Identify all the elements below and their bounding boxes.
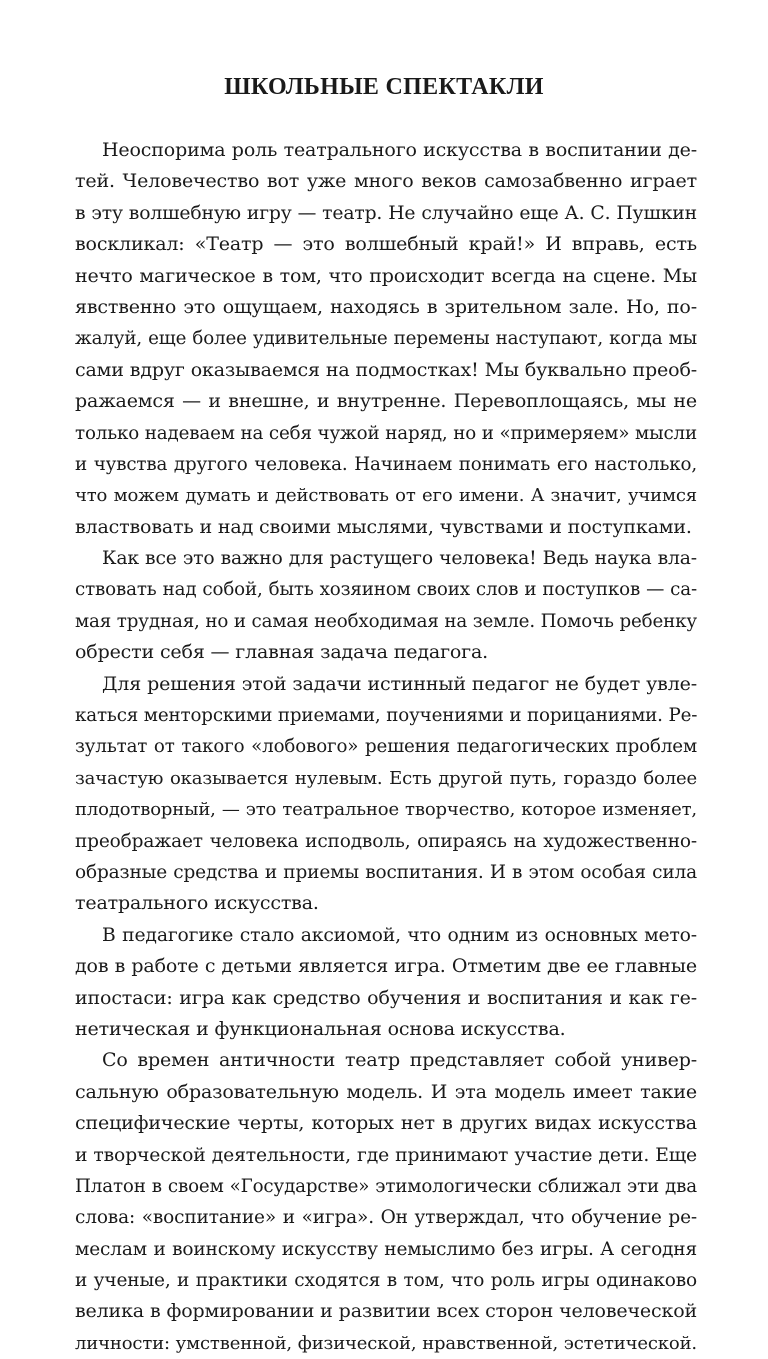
- text-line: образные средства и приемы воспитания. И в этом особая сила: [75, 861, 697, 883]
- text-line: личности: умственной, физической, нравственной, эстетической.: [75, 1332, 697, 1354]
- text-line: воскликал: «Театр — это волшебный край!» И вправь, есть: [75, 233, 697, 256]
- text-line: явственно это ощущаем, находясь в зрительном зале. Но, по-: [75, 295, 697, 318]
- text-line: тей. Человечество вот уже много веков самозабвенно играет: [75, 170, 697, 193]
- paragraph-5: [75, 1045, 697, 1359]
- text-line: Неоспорима роль театрального искусства в воспитании де-: [102, 139, 697, 161]
- body-text: [75, 135, 697, 1359]
- paragraph-3: [75, 669, 697, 920]
- text-line: ражаемся — и внешне, и внутренне. Перевоплощаясь, мы не: [75, 390, 697, 413]
- text-line: Для решения этой задачи истинный педагог не будет увле-: [102, 672, 697, 695]
- text-line: театрального искусства.: [75, 892, 319, 915]
- paragraph-1: [75, 135, 697, 543]
- text-line: велика в формировании и развитии всех сторон человеческой: [75, 1300, 697, 1323]
- text-line: специфические черты, которых нет в других видах искусства: [75, 1112, 697, 1135]
- text-line: и чувства другого человека. Начинаем понимать его настолько,: [75, 453, 697, 475]
- text-line: в эту волшебную игру — театр. Не случайно еще А. С. Пушкин: [75, 202, 697, 224]
- text-line: что можем думать и действовать от его имени. А значит, учимся: [75, 485, 697, 507]
- text-line: нетическая и функциональная основа искусства.: [75, 1017, 566, 1040]
- text-line: зультат от такого «лобового» решения педагогических проблем: [75, 736, 697, 758]
- text-line: ствовать над собой, быть хозяином своих слов и поступков — са-: [75, 579, 697, 601]
- text-line: ипостаси: игра как средство обучения и воспитания и как ге-: [75, 986, 697, 1009]
- text-line: сальную образовательную модель. И эта модель имеет такие: [75, 1080, 697, 1103]
- text-line: жалуй, еще более удивительные перемены наступают, когда мы: [75, 328, 697, 350]
- text-line: и ученые, и практики сходятся в том, что роль игры одинаково: [75, 1270, 697, 1292]
- text-line: Со времен античности театр представляет собой универ-: [102, 1049, 697, 1072]
- text-line: и творческой деятельности, где принимают участие дети. Еще: [75, 1144, 697, 1166]
- text-line: плодотворный, — это театральное творчество, которое изменяет,: [75, 799, 697, 821]
- text-line: только надеваем на себя чужой наряд, но и «примеряем» мысли: [75, 422, 697, 444]
- paragraph-2: [75, 543, 697, 669]
- text-line: властвовать и над своими мыслями, чувствами и поступками.: [75, 515, 692, 538]
- text-line: обрести себя — главная задача педагога.: [75, 641, 489, 664]
- text-line: слова: «воспитание» и «игра». Он утверждал, что обучение ре-: [75, 1207, 697, 1229]
- text-line: дов в работе с детьми является игра. Отметим две ее главные: [75, 955, 697, 978]
- text-line: меслам и воинскому искусству немыслимо без игры. А сегодня: [75, 1238, 697, 1260]
- text-line: В педагогике стало аксиомой, что одним из основных мето-: [102, 924, 697, 946]
- text-line: мая трудная, но и самая необходимая на земле. Помочь ребенку: [75, 610, 697, 632]
- text-line: каться менторскими приемами, поучениями и порицаниями. Ре-: [75, 705, 698, 727]
- text-line: Как все это важно для растущего человека! Ведь наука вла-: [102, 548, 697, 570]
- page-title: ШКОЛЬНЫЕ СПЕКТАКЛИ: [224, 74, 544, 100]
- text-line: нечто магическое в том, что происходит всегда на сцене. Мы: [75, 264, 697, 287]
- text-line: Платон в своем «Государстве» этимологически сближал эти два: [75, 1175, 697, 1197]
- text-line: сами вдруг оказываемся на подмостках! Мы буквально преоб-: [75, 358, 697, 381]
- text-line: зачастую оказывается нулевым. Есть другой путь, гораздо более: [75, 767, 697, 789]
- text-line: преображает человека исподволь, опираясь на художественно-: [75, 830, 697, 852]
- paragraph-4: [75, 920, 697, 1046]
